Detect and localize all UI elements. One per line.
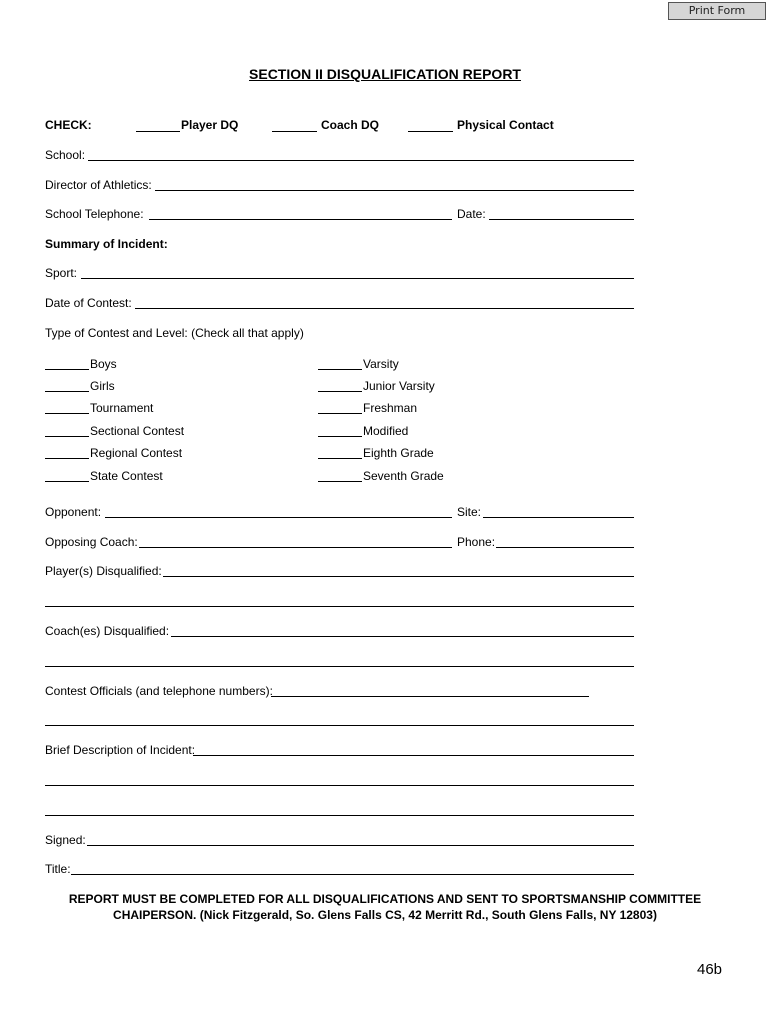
sport-field[interactable] xyxy=(81,278,634,279)
players-dq-field-2[interactable] xyxy=(45,606,634,607)
sectional-contest-label: Sectional Contest xyxy=(90,424,185,438)
school-label: School: xyxy=(45,148,86,162)
opposing-coach-label: Opposing Coach: xyxy=(45,535,138,549)
telephone-label: School Telephone: xyxy=(45,207,144,221)
footer-line-1: REPORT MUST BE COMPLETED FOR ALL DISQUALIFICATIONS AND SENT TO SPORTSMANSHIP COMMITTEE xyxy=(68,892,702,906)
date-of-contest-field[interactable] xyxy=(135,308,634,309)
opponent-field[interactable] xyxy=(105,517,452,518)
state-contest-label: State Contest xyxy=(90,469,163,483)
player-dq-label: Player DQ xyxy=(181,118,239,132)
players-dq-field[interactable] xyxy=(163,576,634,577)
junior-varsity-blank[interactable] xyxy=(318,391,362,392)
physical-contact-blank[interactable] xyxy=(408,131,453,132)
modified-blank[interactable] xyxy=(318,436,362,437)
tournament-label: Tournament xyxy=(90,401,154,415)
junior-varsity-label: Junior Varsity xyxy=(363,379,435,393)
opponent-label: Opponent: xyxy=(45,505,102,519)
footer-line-2: CHAIPERSON. (Nick Fitzgerald, So. Glens Falls CS, 42 Merritt Rd., South Glens Falls, NY 12803) xyxy=(113,908,657,922)
girls-label: Girls xyxy=(90,379,115,393)
phone-field[interactable] xyxy=(496,547,634,548)
tournament-blank[interactable] xyxy=(45,413,89,414)
description-label: Brief Description of Incident: xyxy=(45,743,196,757)
freshman-blank[interactable] xyxy=(318,413,362,414)
seventh-grade-label: Seventh Grade xyxy=(363,469,444,483)
players-dq-label: Player(s) Disqualified: xyxy=(45,564,162,578)
school-field[interactable] xyxy=(88,160,634,161)
title-field[interactable] xyxy=(71,874,634,875)
freshman-label: Freshman xyxy=(363,401,418,415)
regional-contest-blank[interactable] xyxy=(45,458,89,459)
coach-dq-label: Coach DQ xyxy=(321,118,380,132)
description-field[interactable] xyxy=(193,755,634,756)
date-field[interactable] xyxy=(489,219,634,220)
regional-contest-label: Regional Contest xyxy=(90,446,183,460)
eighth-grade-blank[interactable] xyxy=(318,458,362,459)
modified-label: Modified xyxy=(363,424,409,438)
officials-field[interactable] xyxy=(271,696,589,697)
sport-label: Sport: xyxy=(45,266,78,280)
coach-dq-blank[interactable] xyxy=(272,131,317,132)
description-field-3[interactable] xyxy=(45,815,634,816)
telephone-field[interactable] xyxy=(149,219,452,220)
site-label: Site: xyxy=(457,505,482,519)
girls-blank[interactable] xyxy=(45,391,89,392)
player-dq-blank[interactable] xyxy=(136,131,180,132)
coaches-dq-field[interactable] xyxy=(171,636,634,637)
signed-field[interactable] xyxy=(87,845,634,846)
director-label: Director of Athletics: xyxy=(45,178,152,192)
page-title: SECTION II DISQUALIFICATION REPORT xyxy=(249,66,521,82)
type-of-contest-label: Type of Contest and Level: (Check all that apply) xyxy=(45,326,304,340)
site-field[interactable] xyxy=(483,517,634,518)
seventh-grade-blank[interactable] xyxy=(318,481,362,482)
director-field[interactable] xyxy=(155,190,634,191)
officials-field-2[interactable] xyxy=(45,725,634,726)
check-label: CHECK: xyxy=(45,118,92,132)
physical-contact-label: Physical Contact xyxy=(457,118,554,132)
opposing-coach-field[interactable] xyxy=(139,547,452,548)
print-form-button[interactable]: Print Form xyxy=(668,2,766,20)
varsity-label: Varsity xyxy=(363,357,399,371)
state-contest-blank[interactable] xyxy=(45,481,89,482)
date-label: Date: xyxy=(457,207,486,221)
summary-heading: Summary of Incident: xyxy=(45,237,168,251)
phone-label: Phone: xyxy=(457,535,496,549)
signed-label: Signed: xyxy=(45,833,86,847)
description-field-2[interactable] xyxy=(45,785,634,786)
coaches-dq-label: Coach(es) Disqualified: xyxy=(45,624,170,638)
sectional-contest-blank[interactable] xyxy=(45,436,89,437)
page-number: 46b xyxy=(697,961,723,978)
officials-label: Contest Officials (and telephone numbers): xyxy=(45,684,273,698)
title-label: Title: xyxy=(45,862,71,876)
eighth-grade-label: Eighth Grade xyxy=(363,446,434,460)
boys-blank[interactable] xyxy=(45,369,89,370)
varsity-blank[interactable] xyxy=(318,369,362,370)
date-of-contest-label: Date of Contest: xyxy=(45,296,132,310)
coaches-dq-field-2[interactable] xyxy=(45,666,634,667)
boys-label: Boys xyxy=(90,357,117,371)
